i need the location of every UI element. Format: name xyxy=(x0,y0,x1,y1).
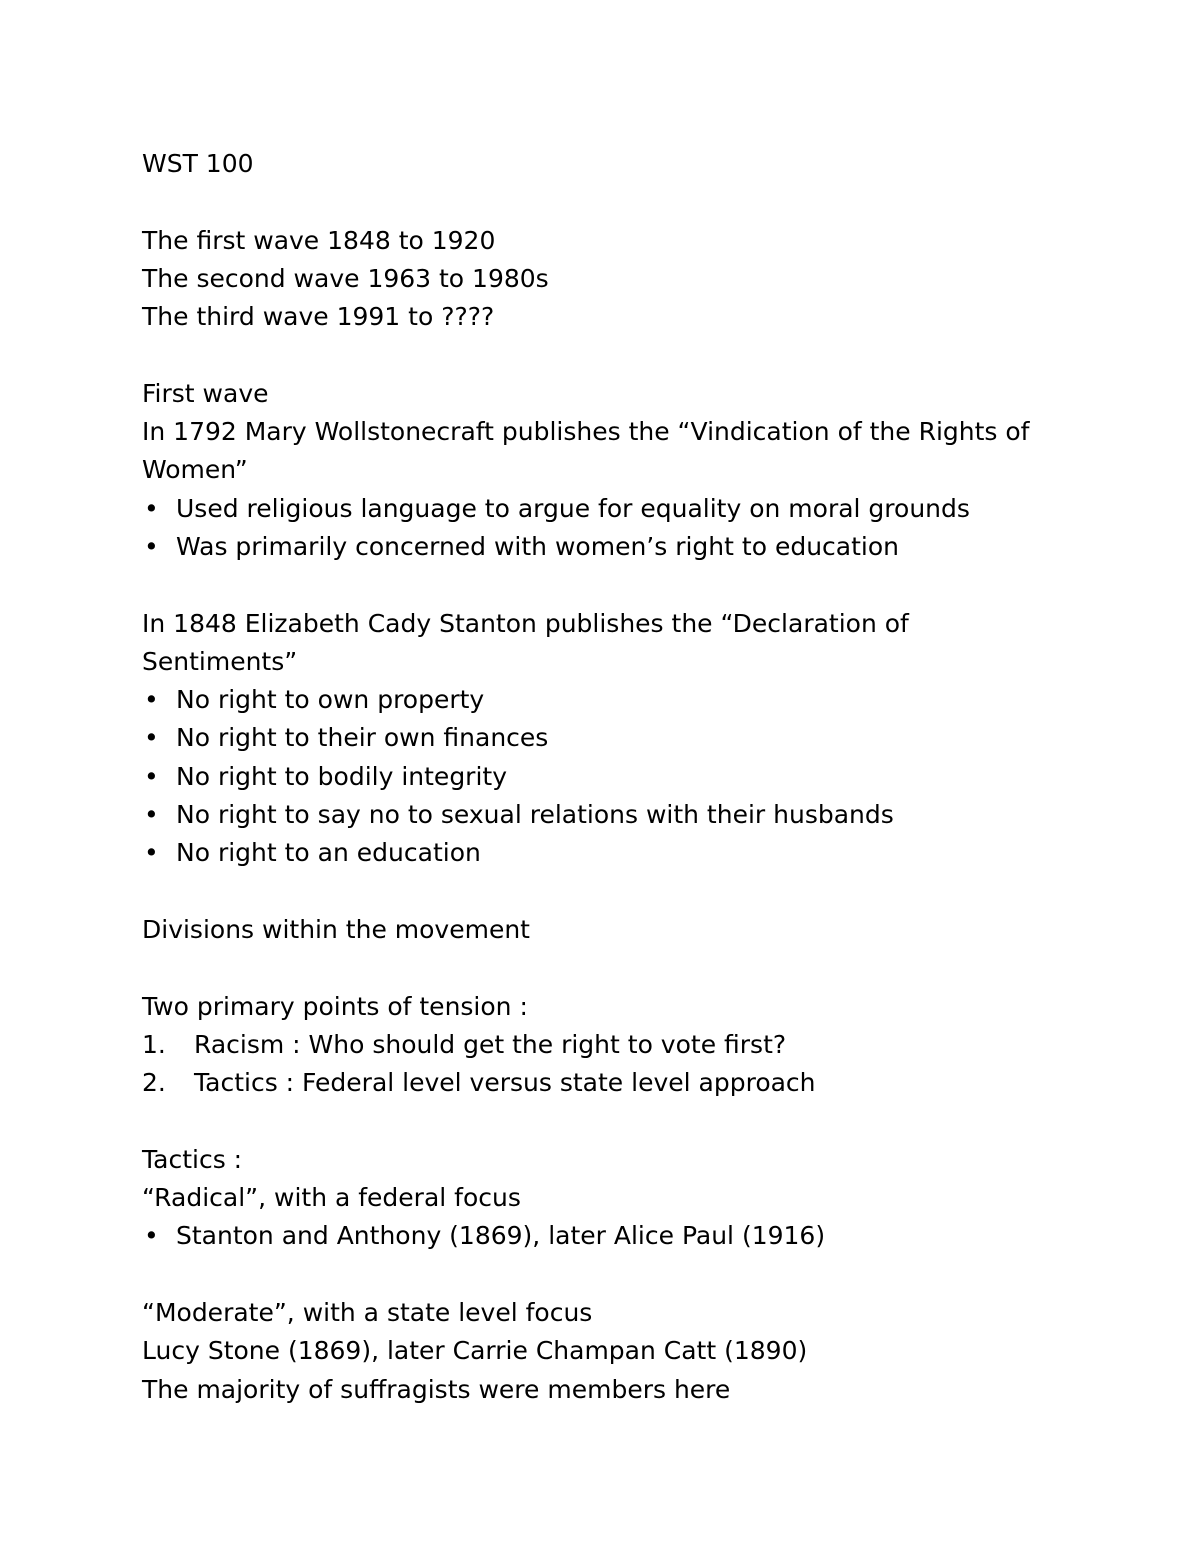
wave-line: The first wave 1848 to 1920 xyxy=(142,225,496,255)
paragraph-line: Women” xyxy=(142,455,248,485)
section-heading-tactics: Tactics : xyxy=(142,1144,243,1174)
section-heading-divisions: Divisions within the movement xyxy=(142,914,530,944)
list-item xyxy=(142,1217,1122,1255)
bullet-icon: • xyxy=(144,800,159,830)
document-title: WST 100 xyxy=(142,149,254,178)
spacer xyxy=(142,873,1122,911)
bullet-icon: • xyxy=(144,493,159,523)
paragraph-line: In 1792 Mary Wollstonecraft publishes the “Vindication of the Rights of xyxy=(142,417,1030,447)
numbered-item xyxy=(142,1026,1122,1064)
section-heading-first-wave: First wave xyxy=(142,378,269,408)
numbered-item xyxy=(142,1064,1122,1102)
spacer xyxy=(142,183,1122,221)
item-number: 1. xyxy=(142,1029,166,1059)
item-number: 2. xyxy=(142,1068,166,1098)
bullet-icon: • xyxy=(144,1221,159,1251)
paragraph-line: Two primary points of tension : xyxy=(142,991,528,1021)
list-item xyxy=(142,758,1122,796)
bullet-icon: • xyxy=(144,761,159,791)
list-item-text: No right to say no to sexual relations with their husbands xyxy=(176,800,894,830)
spacer xyxy=(142,566,1122,604)
bullet-icon: • xyxy=(144,838,159,868)
paragraph-line: Sentiments” xyxy=(142,646,298,676)
list-item-text: Tactics : Federal level versus state level approach xyxy=(194,1068,816,1098)
list-item-text: Was primarily concerned with women’s right to education xyxy=(176,531,899,561)
list-item xyxy=(142,719,1122,757)
bullet-icon: • xyxy=(144,685,159,715)
list-item-text: Racism : Who should get the right to vote first? xyxy=(194,1029,787,1059)
bullet-icon: • xyxy=(144,723,159,753)
list-item xyxy=(142,796,1122,834)
paragraph-line: “Moderate”, with a state level focus xyxy=(142,1297,593,1327)
list-item xyxy=(142,528,1122,566)
list-item xyxy=(142,490,1122,528)
list-item xyxy=(142,834,1122,872)
list-item-text: No right to own property xyxy=(176,685,485,715)
list-item-text: Used religious language to argue for equality on moral grounds xyxy=(176,493,970,523)
list-item xyxy=(142,681,1122,719)
paragraph-line: The majority of suffragists were members here xyxy=(142,1374,731,1404)
bullet-icon: • xyxy=(144,531,159,561)
wave-line: The third wave 1991 to ???? xyxy=(142,302,495,332)
list-item-text: Stanton and Anthony (1869), later Alice Paul (1916) xyxy=(176,1221,826,1251)
spacer xyxy=(142,949,1122,987)
paragraph-line: “Radical”, with a federal focus xyxy=(142,1183,521,1213)
spacer xyxy=(142,336,1122,374)
list-item-text: No right to bodily integrity xyxy=(176,761,508,791)
paragraph-line: In 1848 Elizabeth Cady Stanton publishes the “Declaration of xyxy=(142,608,909,638)
list-item-text: No right to their own finances xyxy=(176,723,549,753)
paragraph-line: Lucy Stone (1869), later Carrie Champan Catt (1890) xyxy=(142,1336,808,1366)
spacer xyxy=(142,1256,1122,1294)
wave-line: The second wave 1963 to 1980s xyxy=(142,263,549,293)
spacer xyxy=(142,1102,1122,1140)
list-item-text: No right to an education xyxy=(176,838,481,868)
document-page xyxy=(142,145,1122,1409)
